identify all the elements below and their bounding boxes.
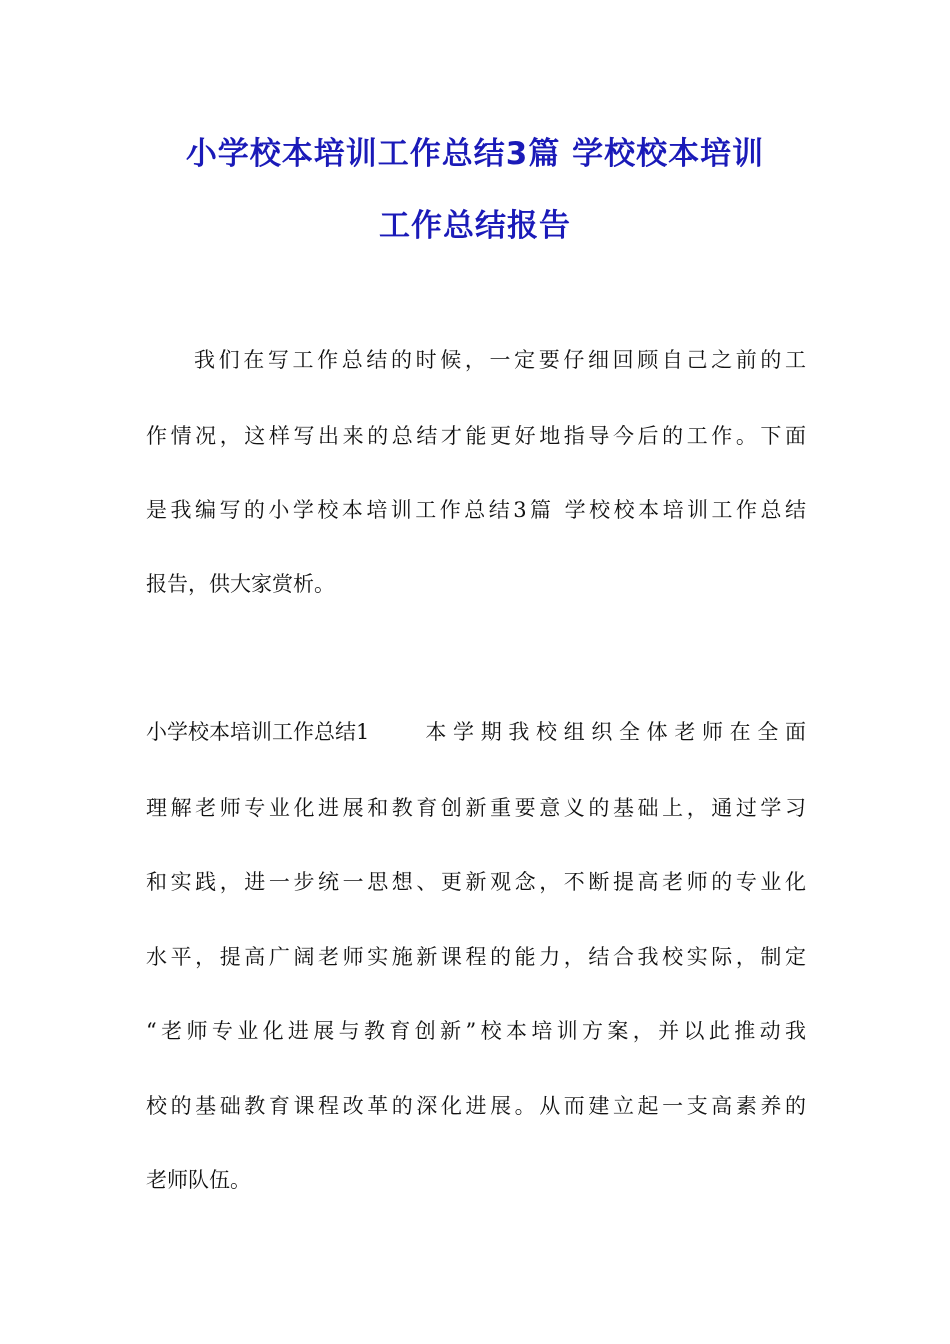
section1-line-5: “老师专业化进展与教育创新”校本培训方案，并以此推动我	[146, 1019, 806, 1043]
section1-line-3: 和实践，进一步统一思想、更新观念，不断提高老师的专业化	[146, 870, 806, 894]
section1-first-line-text: 本学期我校组织全体老师在全面	[425, 720, 806, 744]
section1-line-2: 理解老师专业化进展和教育创新重要意义的基础上，通过学习	[146, 796, 806, 820]
section1-line-7: 老师队伍。	[146, 1168, 251, 1192]
document-title-line-2: 工作总结报告	[379, 208, 571, 244]
intro-line-3: 是我编写的小学校本培训工作总结3篇 学校校本培训工作总结	[146, 498, 806, 522]
intro-line-1: 我们在写工作总结的时候，一定要仔细回顾自己之前的工	[194, 348, 806, 372]
section1-first-line	[146, 717, 806, 747]
section1-line-4: 水平，提高广阔老师实施新课程的能力，结合我校实际，制定	[146, 945, 806, 969]
intro-line-4: 报告，供大家赏析。	[146, 572, 335, 596]
intro-line-2: 作情况，这样写出来的总结才能更好地指导今后的工作。下面	[146, 424, 806, 448]
document-title-line-1: 小学校本培训工作总结3篇 学校校本培训	[185, 136, 765, 172]
section1-heading: 小学校本培训工作总结1	[146, 720, 370, 744]
section1-line-6: 校的基础教育课程改革的深化进展。从而建立起一支高素养的	[146, 1094, 806, 1118]
